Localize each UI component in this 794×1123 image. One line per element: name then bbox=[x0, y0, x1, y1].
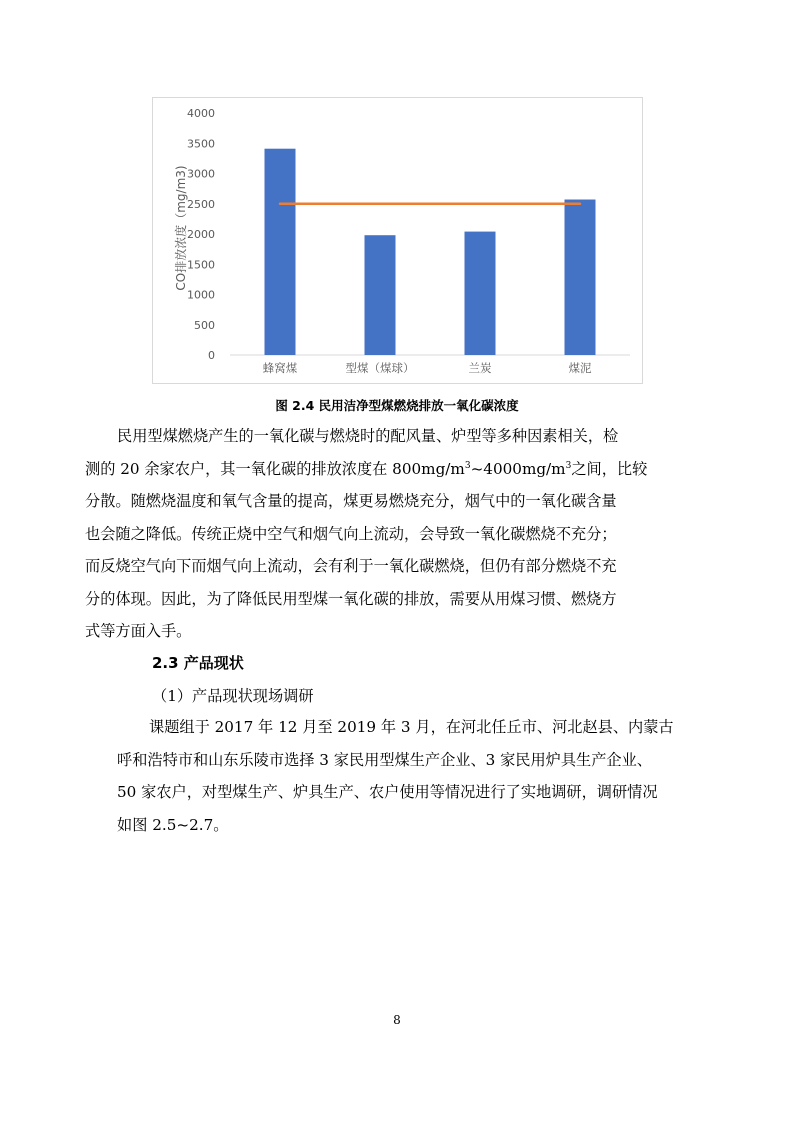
x-tick-label: 煤泥 bbox=[568, 361, 592, 375]
paragraph-line: 民用型煤燃烧产生的一氧化碳与燃烧时的配风量、炉型等多种因素相关，检 bbox=[117, 427, 619, 445]
y-tick-label: 2500 bbox=[187, 197, 215, 211]
paragraph-line: 呼和浩特市和山东乐陵市选择 3 家民用型煤生产企业、3 家民用炉具生产企业、 bbox=[117, 750, 652, 769]
text-run: 之间，比较 bbox=[571, 459, 648, 478]
paragraph-line: 如图 2.5~2.7。 bbox=[117, 815, 229, 834]
figure-caption: 图 2.4 民用洁净型煤燃烧排放一氧化碳浓度 bbox=[275, 398, 519, 413]
bar bbox=[465, 232, 496, 355]
superscript: 3 bbox=[464, 460, 471, 471]
y-axis-label: CO排放浓度（mg/m3) bbox=[174, 165, 188, 291]
paragraph-line: 式等方面入手。 bbox=[85, 622, 192, 640]
subheading: （1）产品现状现场调研 bbox=[152, 687, 314, 705]
y-tick-label: 3000 bbox=[187, 167, 215, 181]
text-run: ~4000mg/m bbox=[470, 459, 566, 478]
bar bbox=[265, 149, 296, 355]
y-tick-label: 0 bbox=[208, 349, 215, 362]
y-tick-label: 500 bbox=[194, 318, 215, 332]
paragraph-line: 分散。随燃烧温度和氧气含量的提高，煤更易燃烧充分，烟气中的一氧化碳含量 bbox=[85, 492, 617, 510]
paragraph-line: 也会随之降低。传统正烧中空气和烟气向上流动，会导致一氧化碳燃烧不充分； bbox=[85, 524, 617, 543]
y-tick-label: 3500 bbox=[187, 137, 215, 151]
y-tick-label: 1000 bbox=[187, 288, 215, 302]
paragraph-line: 课题组于 2017 年 12 月至 2019 年 3 月，在河北任丘市、河北赵县、内蒙古 bbox=[149, 718, 674, 736]
y-tick-label: 1500 bbox=[187, 258, 215, 272]
superscript: 3 bbox=[565, 460, 572, 471]
chart-container bbox=[152, 97, 643, 384]
x-tick-label: 兰炭 bbox=[468, 361, 492, 375]
section-heading: 2.3 产品现状 bbox=[152, 654, 244, 672]
paragraph-line: 分的体现。因此，为了降低民用型煤一氧化碳的排放，需要从用煤习惯、燃烧方 bbox=[85, 589, 617, 608]
paragraph-field-survey bbox=[117, 711, 677, 841]
paragraph-line: 而反烧空气向下而烟气向上流动，会有利于一氧化碳燃烧，但仍有部分燃烧不充 bbox=[85, 557, 617, 575]
bar bbox=[565, 200, 596, 355]
paragraph-co-emission bbox=[85, 420, 677, 648]
bar bbox=[365, 235, 396, 355]
y-tick-label: 2000 bbox=[187, 228, 215, 241]
text-run: 测的 20 余家农户，其一氧化碳的排放浓度在 800mg/m bbox=[85, 459, 465, 478]
page-number: 8 bbox=[393, 1013, 401, 1027]
x-tick-label: 型煤（煤球） bbox=[345, 361, 415, 375]
paragraph-line bbox=[85, 453, 677, 486]
paragraph-line: 50 家农户，对型煤生产、炉具生产、农户使用等情况进行了实地调研，调研情况 bbox=[117, 783, 658, 801]
bar-chart bbox=[153, 98, 644, 385]
y-tick-label: 4000 bbox=[187, 107, 215, 120]
x-tick-label: 蜂窝煤 bbox=[262, 361, 298, 375]
